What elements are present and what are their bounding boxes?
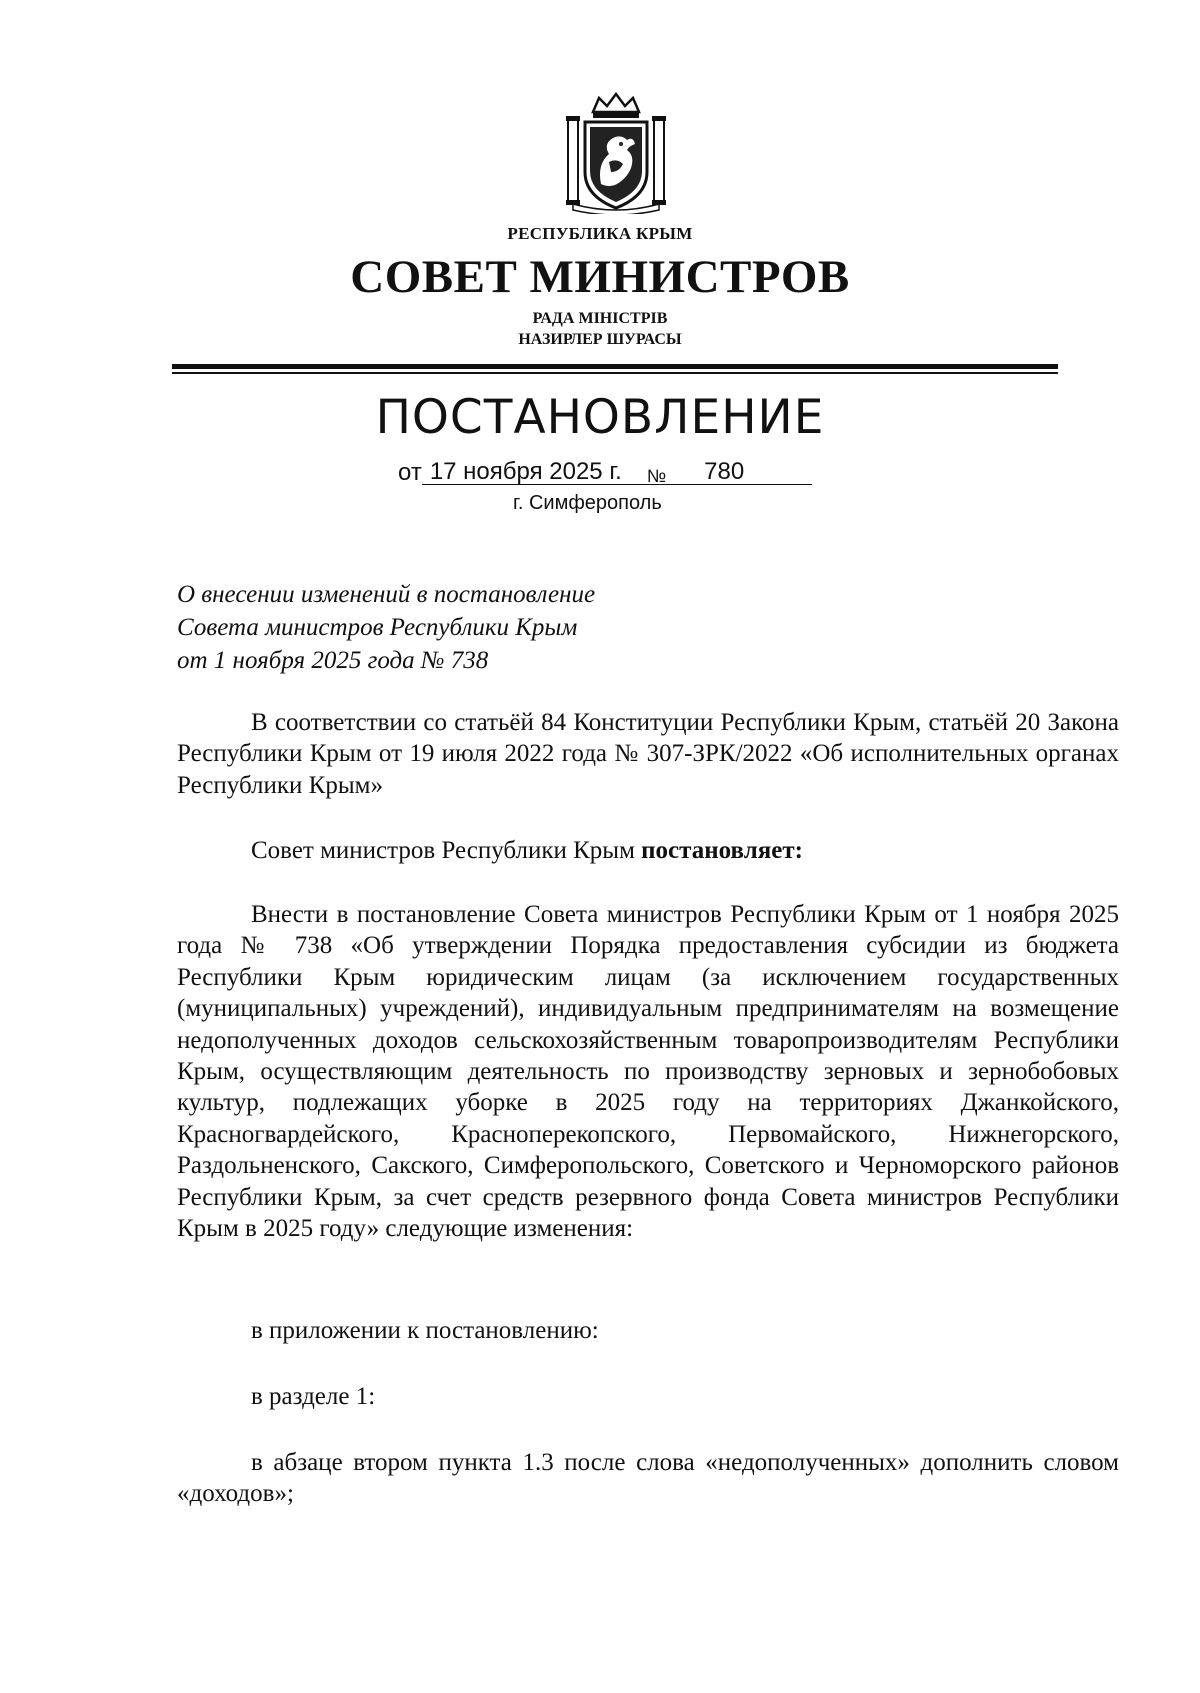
crimea-coat-of-arms-icon xyxy=(563,92,669,214)
resolution-paragraph xyxy=(177,835,1119,866)
amendment-paragraph: Внести в постановление Совета министров Республики Крым от 1 ноября 2025 года № 738 «Об утверждении Порядка предоставления субсидии из бюджета Республики Крым юридическим лицам (за исключением государственных (муниципальных) учреждений), индивидуальным предпринимателям на возмещение недополученных доходов сельскохозяйственным товаропроизводителям Республики Крым, осуществляющим деятельность по производству зерновых и зернобобовых культур, подлежащих уборке в 2025 году на территориях Джанкойского, Красногвардейского, Красноперекопского, Первомайского, Нижнегорского, Раздольненского, Сакского, Симферопольского, Советского и Черноморского районов Республики Крым, за счет средств резервного фонда Совета министров Республики Крым в 2025 году» следующие изменения: xyxy=(177,901,1119,1243)
section-paragraph: в разделе 1: xyxy=(251,1383,376,1410)
subject-line: Совета министров Республики Крым xyxy=(177,614,578,641)
subject-line: О внесении изменений в постановление xyxy=(177,581,596,608)
council-name: СОВЕТ МИНИСТРОВ xyxy=(350,251,850,303)
decree-number: 780 xyxy=(666,460,812,485)
from-label: от xyxy=(398,459,422,486)
decree-date-line xyxy=(398,460,812,485)
document-type-title: ПОСТАНОВЛЕНИЕ xyxy=(375,390,825,445)
number-sign: № xyxy=(646,466,667,486)
resolution-text: Совет министров Республики Крым xyxy=(251,837,642,864)
legal-basis-paragraph: В соответствии со статьёй 84 Конституции Республики Крым, статьёй 20 Закона Республики Крым от 19 июля 2022 года № 307-ЗРК/2022 «Об исполнительных органах Республики Крым» xyxy=(177,709,1119,799)
resolution-keyword: постановляет: xyxy=(641,837,803,864)
decree-date: 17 ноября 2025 г. xyxy=(422,460,677,485)
subject-line: от 1 ноября 2025 года № 738 xyxy=(177,647,489,674)
header-divider-thick xyxy=(172,364,1058,369)
header-divider-thin xyxy=(172,372,1058,374)
council-name-crimean-tatar: НАЗИРЛЕР ШУРАСЫ xyxy=(518,331,682,348)
clause-paragraph: в абзаце втором пункта 1.3 после слова «недополученных» дополнить словом «доходов»; xyxy=(177,1449,1119,1508)
republic-name: РЕСПУБЛИКА КРЫМ xyxy=(507,224,693,243)
council-name-ukrainian: РАДА МІНІСТРІВ xyxy=(532,310,668,327)
annex-paragraph: в приложении к постановлению: xyxy=(251,1317,599,1344)
decree-subject xyxy=(177,578,595,677)
decree-city: г. Симферополь xyxy=(513,492,662,514)
